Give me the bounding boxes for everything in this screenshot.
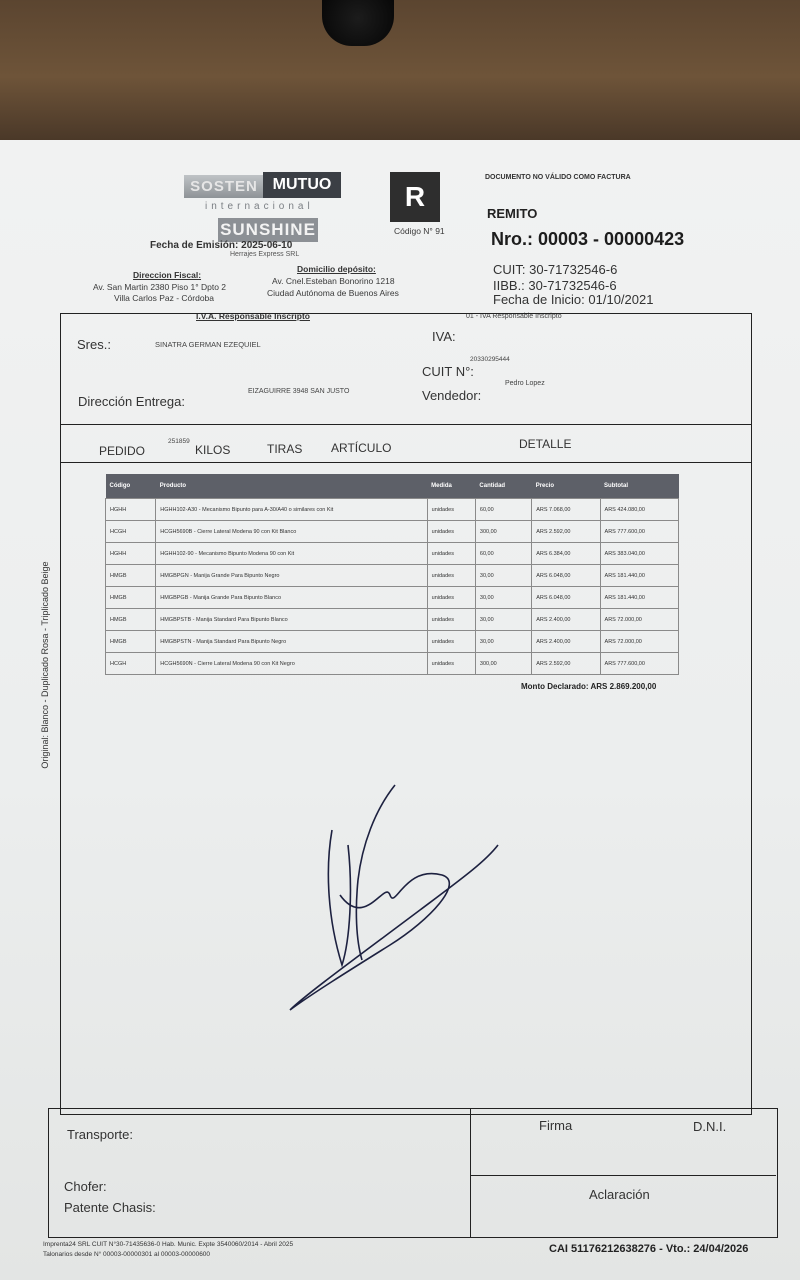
document-type: REMITO <box>487 206 538 221</box>
cell-cantidad: 30,00 <box>475 631 531 653</box>
cell-subtotal: ARS 777.600,00 <box>600 521 678 543</box>
cell-producto: HMGBPSTN - Manija Standard Para Bipunto Negro <box>156 631 427 653</box>
table-row <box>106 653 679 675</box>
fiscal-address-title: Direccion Fiscal: <box>133 270 202 280</box>
header-codigo: Código <box>106 474 156 499</box>
firma-label: Firma <box>539 1118 573 1133</box>
declared-total: Monto Declarado: ARS 2.869.200,00 <box>521 682 657 691</box>
cell-subtotal: ARS 72.000,00 <box>600 609 678 631</box>
cell-precio: ARS 6.048,00 <box>532 565 600 587</box>
table-row <box>106 521 679 543</box>
cell-codigo: HMGB <box>106 565 156 587</box>
cell-medida: unidades <box>427 609 475 631</box>
cell-medida: unidades <box>427 543 475 565</box>
cuit: CUIT: 30-71732546-6 <box>493 262 618 277</box>
signature <box>270 770 520 1030</box>
cell-subtotal: ARS 777.600,00 <box>600 653 678 675</box>
delivery-address-value: EIZAGUIRRE 3948 SAN JUSTO <box>248 388 350 395</box>
logo-international: internacional <box>205 201 314 212</box>
logo-mutuo: MUTUO <box>263 172 341 198</box>
table-row <box>106 631 679 653</box>
articulo-label: ARTÍCULO <box>331 441 392 455</box>
cell-codigo: HMGB <box>106 587 156 609</box>
cell-codigo: HGHH <box>106 499 156 521</box>
document-letter-box: R <box>390 172 440 222</box>
cell-medida: unidades <box>427 653 475 675</box>
cai-number: CAI 51176212638276 - Vto.: 24/04/2026 <box>549 1243 749 1255</box>
cell-subtotal: ARS 181.440,00 <box>600 587 678 609</box>
cell-cantidad: 30,00 <box>475 609 531 631</box>
deposit-address-line2: Ciudad Autónoma de Buenos Aires <box>267 288 399 298</box>
cell-precio: ARS 2.400,00 <box>532 631 600 653</box>
header-precio: Precio <box>532 474 600 499</box>
pedido-number: 251859 <box>168 438 190 445</box>
cell-subtotal: ARS 72.000,00 <box>600 631 678 653</box>
printer-info-line1: Imprenta24 SRL CUIT N°30-71435636-0 Hab. Munic. Expte 3540060/2014 - Abril 2025 <box>43 1241 294 1248</box>
kilos-label: KILOS <box>195 443 231 457</box>
cell-subtotal: ARS 424.080,00 <box>600 499 678 521</box>
logo-sosten: SOSTEN <box>184 175 264 198</box>
cell-precio: ARS 6.048,00 <box>532 587 600 609</box>
footer-frame <box>48 1108 778 1238</box>
header-producto: Producto <box>156 474 427 499</box>
aclaracion-label: Aclaración <box>589 1187 650 1202</box>
cell-cantidad: 30,00 <box>475 587 531 609</box>
cell-medida: unidades <box>427 521 475 543</box>
patente-label: Patente Chasis: <box>64 1200 156 1215</box>
cell-cantidad: 300,00 <box>475 521 531 543</box>
iva-label: IVA: <box>432 329 456 344</box>
printer-info-line2: Talonarios desde N° 00003-00000301 al 00003-00000600 <box>43 1251 211 1258</box>
header-subtotal: Subtotal <box>600 474 678 499</box>
cell-medida: unidades <box>427 565 475 587</box>
deposit-address-title: Domicilio depósito: <box>297 264 376 274</box>
cell-precio: ARS 7.068,00 <box>532 499 600 521</box>
cell-producto: HMGBPGB - Manija Grande Para Bipunto Blanco <box>156 587 427 609</box>
table-row <box>106 499 679 521</box>
cell-producto: HGHH102-A30 - Mecanismo Bipunto para A-30/A40 o similares con Kit <box>156 499 427 521</box>
cell-medida: unidades <box>427 631 475 653</box>
sres-value: SINATRA GERMAN EZEQUIEL <box>155 340 261 349</box>
cell-producto: HMGBPSTB - Manija Standard Para Bipunto Blanco <box>156 609 427 631</box>
company-name: Herrajes Express SRL <box>230 251 300 258</box>
cell-medida: unidades <box>427 587 475 609</box>
cell-codigo: HMGB <box>106 631 156 653</box>
start-date: Fecha de Inicio: 01/10/2021 <box>493 292 654 307</box>
header-medida: Medida <box>427 474 475 499</box>
table-row <box>106 565 679 587</box>
cell-cantidad: 300,00 <box>475 653 531 675</box>
table-row <box>106 543 679 565</box>
transporte-label: Transporte: <box>67 1127 133 1142</box>
dni-label: D.N.I. <box>693 1119 727 1134</box>
cuit-value: 20330295444 <box>470 356 510 363</box>
cell-precio: ARS 2.400,00 <box>532 609 600 631</box>
document-number: Nro.: 00003 - 00000423 <box>491 229 685 249</box>
not-valid-notice: DOCUMENTO NO VÁLIDO COMO FACTURA <box>485 174 631 181</box>
cell-codigo: HMGB <box>106 609 156 631</box>
cell-precio: ARS 2.592,00 <box>532 521 600 543</box>
iva-status-right: 01 - IVA Responsable Inscripto <box>466 313 562 320</box>
cell-precio: ARS 2.592,00 <box>532 653 600 675</box>
cell-producto: HCGH5690N - Cierre Lateral Modena 90 con Kit Negro <box>156 653 427 675</box>
cell-subtotal: ARS 181.440,00 <box>600 565 678 587</box>
table-header-row <box>106 474 679 499</box>
cell-cantidad: 60,00 <box>475 543 531 565</box>
cell-cantidad: 60,00 <box>475 499 531 521</box>
deposit-address-line1: Av. Cnel.Esteban Bonorino 1218 <box>272 276 395 286</box>
table-row <box>106 609 679 631</box>
cell-precio: ARS 6.384,00 <box>532 543 600 565</box>
footer-right-divider <box>470 1175 776 1176</box>
table-row <box>106 587 679 609</box>
cell-codigo: HCGH <box>106 653 156 675</box>
chofer-label: Chofer: <box>64 1179 107 1194</box>
copy-color-legend: Original: Blanco - Duplicado Rosa - Triplicado Beige <box>40 561 50 769</box>
cell-cantidad: 30,00 <box>475 565 531 587</box>
document-code: Código N° 91 <box>394 226 445 236</box>
fiscal-address-line2: Villa Carlos Paz - Córdoba <box>114 293 214 303</box>
logo-sunshine: SUNSHINE <box>218 218 318 242</box>
delivery-address-label: Dirección Entrega: <box>78 394 185 409</box>
header-cantidad: Cantidad <box>475 474 531 499</box>
seller-label: Vendedor: <box>422 388 482 403</box>
cell-medida: unidades <box>427 499 475 521</box>
cell-producto: HGHH102-90 - Mecanismo Bipunto Modena 90 con Kit <box>156 543 427 565</box>
cell-producto: HMGBPGN - Manija Grande Para Bipunto Negro <box>156 565 427 587</box>
cell-codigo: HGHH <box>106 543 156 565</box>
issue-date: Fecha de Emisión: 2025-06-10 <box>150 240 293 251</box>
iibb: IIBB.: 30-71732546-6 <box>493 278 617 293</box>
detalle-label: DETALLE <box>519 437 572 451</box>
pedido-label: PEDIDO <box>99 444 146 458</box>
fiscal-address-line1: Av. San Martin 2380 Piso 1° Dpto 2 <box>93 282 227 292</box>
iva-status: I.V.A. Responsable Inscripto <box>196 311 310 321</box>
order-bar-divider <box>61 462 751 463</box>
sres-label: Sres.: <box>77 337 111 352</box>
cell-producto: HCGH5690B - Cierre Lateral Modena 90 con Kit Blanco <box>156 521 427 543</box>
seller-value: Pedro Lopez <box>505 380 545 387</box>
cuit-label: CUIT N°: <box>422 364 474 379</box>
cell-codigo: HCGH <box>106 521 156 543</box>
tiras-label: TIRAS <box>267 442 303 456</box>
footer-vertical-divider <box>470 1108 471 1237</box>
cell-subtotal: ARS 383.040,00 <box>600 543 678 565</box>
items-table <box>105 474 679 675</box>
client-box-divider <box>61 424 751 425</box>
